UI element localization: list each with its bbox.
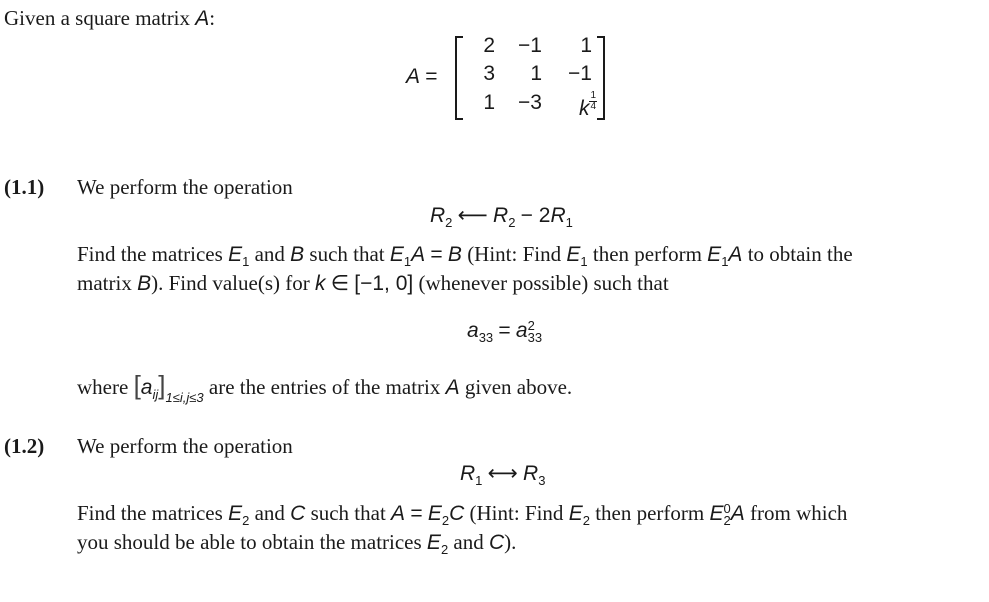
text: and	[254, 242, 285, 266]
op-var: R	[523, 462, 539, 485]
q11-para-line2	[77, 271, 669, 296]
intro-line	[4, 6, 215, 31]
math-sub: ij	[152, 387, 159, 403]
math-var: C	[290, 502, 306, 525]
math-range: 1≤i,j≤3	[165, 390, 204, 405]
q12-para-line2	[77, 530, 517, 558]
intro-colon: :	[209, 6, 216, 30]
bracket-close: ]	[158, 370, 166, 400]
text: are the entries of the matrix	[208, 375, 441, 399]
math-in: ∈	[330, 272, 350, 295]
op-var: R	[460, 462, 476, 485]
q12-number: (1.2)	[4, 434, 45, 458]
matrix-cell: −3	[518, 91, 542, 114]
text: and	[254, 501, 285, 525]
text: such that	[310, 501, 386, 525]
math-var: C	[489, 531, 505, 554]
matrix-cell: 2	[483, 34, 495, 57]
matrix-k-var: k	[578, 97, 590, 120]
text: (whenever possible) such that	[418, 271, 669, 295]
math-var: B	[137, 272, 152, 295]
arrow-left-icon: ⟵	[457, 204, 488, 227]
q12-lead: We perform the operation	[77, 434, 293, 458]
text: then perform	[595, 501, 705, 525]
q11-where-line	[77, 370, 573, 405]
math-var: A	[728, 243, 743, 266]
text: where	[77, 375, 129, 399]
q12-operation	[460, 461, 546, 489]
math-eq: =	[498, 319, 511, 342]
matrix-a	[455, 34, 605, 120]
text: matrix	[77, 271, 132, 295]
text: ). Find value(s) for	[151, 271, 310, 295]
matrix-cell: 1	[530, 62, 542, 85]
frac-den: 4	[590, 101, 596, 112]
q11-operation	[430, 203, 573, 231]
frac-num: 1	[590, 90, 596, 101]
math-var: k	[314, 272, 326, 295]
intro-text: Given a square matrix	[4, 6, 191, 30]
math-sub: 33	[478, 330, 494, 346]
math-var: E	[426, 531, 441, 554]
text: and	[453, 530, 484, 554]
matrix-cell: −1	[518, 34, 542, 57]
math-var: A	[391, 502, 406, 525]
math-var: a	[140, 376, 153, 399]
math-var: E	[228, 243, 243, 266]
math-var: A	[730, 502, 745, 525]
math-var: A	[445, 376, 460, 399]
math-sub: 2	[723, 513, 731, 529]
q11-number: (1.1)	[4, 175, 45, 199]
op-minus: − 2	[520, 204, 551, 227]
op-var: R	[550, 204, 566, 227]
text: ).	[504, 530, 517, 554]
math-var: B	[290, 243, 305, 266]
math-sup: 0	[723, 501, 731, 517]
text: to obtain the	[747, 242, 853, 266]
text: Find the matrices	[77, 501, 223, 525]
matrix-label	[406, 64, 438, 89]
op-var: R	[430, 204, 446, 227]
math-var: E	[389, 243, 404, 266]
math-supsub	[528, 320, 542, 344]
math-sub: 1	[721, 254, 729, 270]
math-var: E	[707, 243, 722, 266]
op-var: R	[493, 204, 509, 227]
matrix-cell-k	[537, 91, 597, 121]
math-sub: 1	[403, 254, 412, 270]
q12-para-line1	[77, 501, 847, 527]
matrix-bracket-right	[597, 36, 605, 120]
text: Find the matrices	[77, 242, 223, 266]
matrix-label-eq: =	[425, 65, 438, 88]
math-sub: 2	[582, 513, 590, 529]
matrix-k-exponent	[589, 91, 597, 112]
math-var: E	[427, 502, 442, 525]
op-sub: 2	[508, 215, 516, 231]
q11-para-line1	[77, 242, 853, 270]
math-var: E	[709, 502, 724, 525]
op-sub: 1	[475, 473, 483, 489]
text: from which	[750, 501, 848, 525]
math-sup: 2	[527, 318, 535, 334]
math-var: A	[411, 243, 426, 266]
math-var: C	[449, 502, 465, 525]
matrix-label-var: A	[406, 65, 421, 88]
math-var: a	[467, 319, 479, 342]
math-supsub	[724, 503, 731, 527]
q11-lead: We perform the operation	[77, 175, 293, 199]
math-var: E	[228, 502, 243, 525]
math-eq: =	[430, 243, 443, 266]
bracket-open: [	[133, 370, 141, 400]
text: such that	[309, 242, 385, 266]
matrix-cell: 1	[483, 91, 495, 114]
text: given above.	[464, 375, 573, 399]
math-var: B	[447, 243, 462, 266]
math-sub: 2	[242, 513, 250, 529]
op-sub: 3	[538, 473, 546, 489]
matrix-cell: 3	[483, 62, 495, 85]
text: (Hint: Find	[469, 501, 564, 525]
math-var: a	[515, 319, 528, 342]
text: then perform	[592, 242, 702, 266]
text: you should be able to obtain the matrices	[77, 530, 422, 554]
math-sub: 33	[527, 330, 543, 346]
intro-var: A	[195, 7, 210, 30]
math-sub: 1	[242, 254, 250, 270]
math-sub: 2	[441, 513, 450, 529]
text: (Hint: Find	[467, 242, 562, 266]
q11-equation	[467, 318, 542, 344]
op-sub: 2	[445, 215, 453, 231]
math-var: E	[568, 502, 583, 525]
arrow-both-icon: ⟷	[487, 462, 518, 485]
math-sub: 2	[440, 542, 449, 558]
math-var: E	[566, 243, 581, 266]
math-sub: 1	[580, 254, 588, 270]
matrix-cell: 1	[580, 34, 592, 57]
op-sub: 1	[565, 215, 573, 231]
math-interval: [−1, 0]	[354, 272, 414, 295]
math-eq: =	[410, 502, 423, 525]
matrix-cell: −1	[568, 62, 592, 85]
